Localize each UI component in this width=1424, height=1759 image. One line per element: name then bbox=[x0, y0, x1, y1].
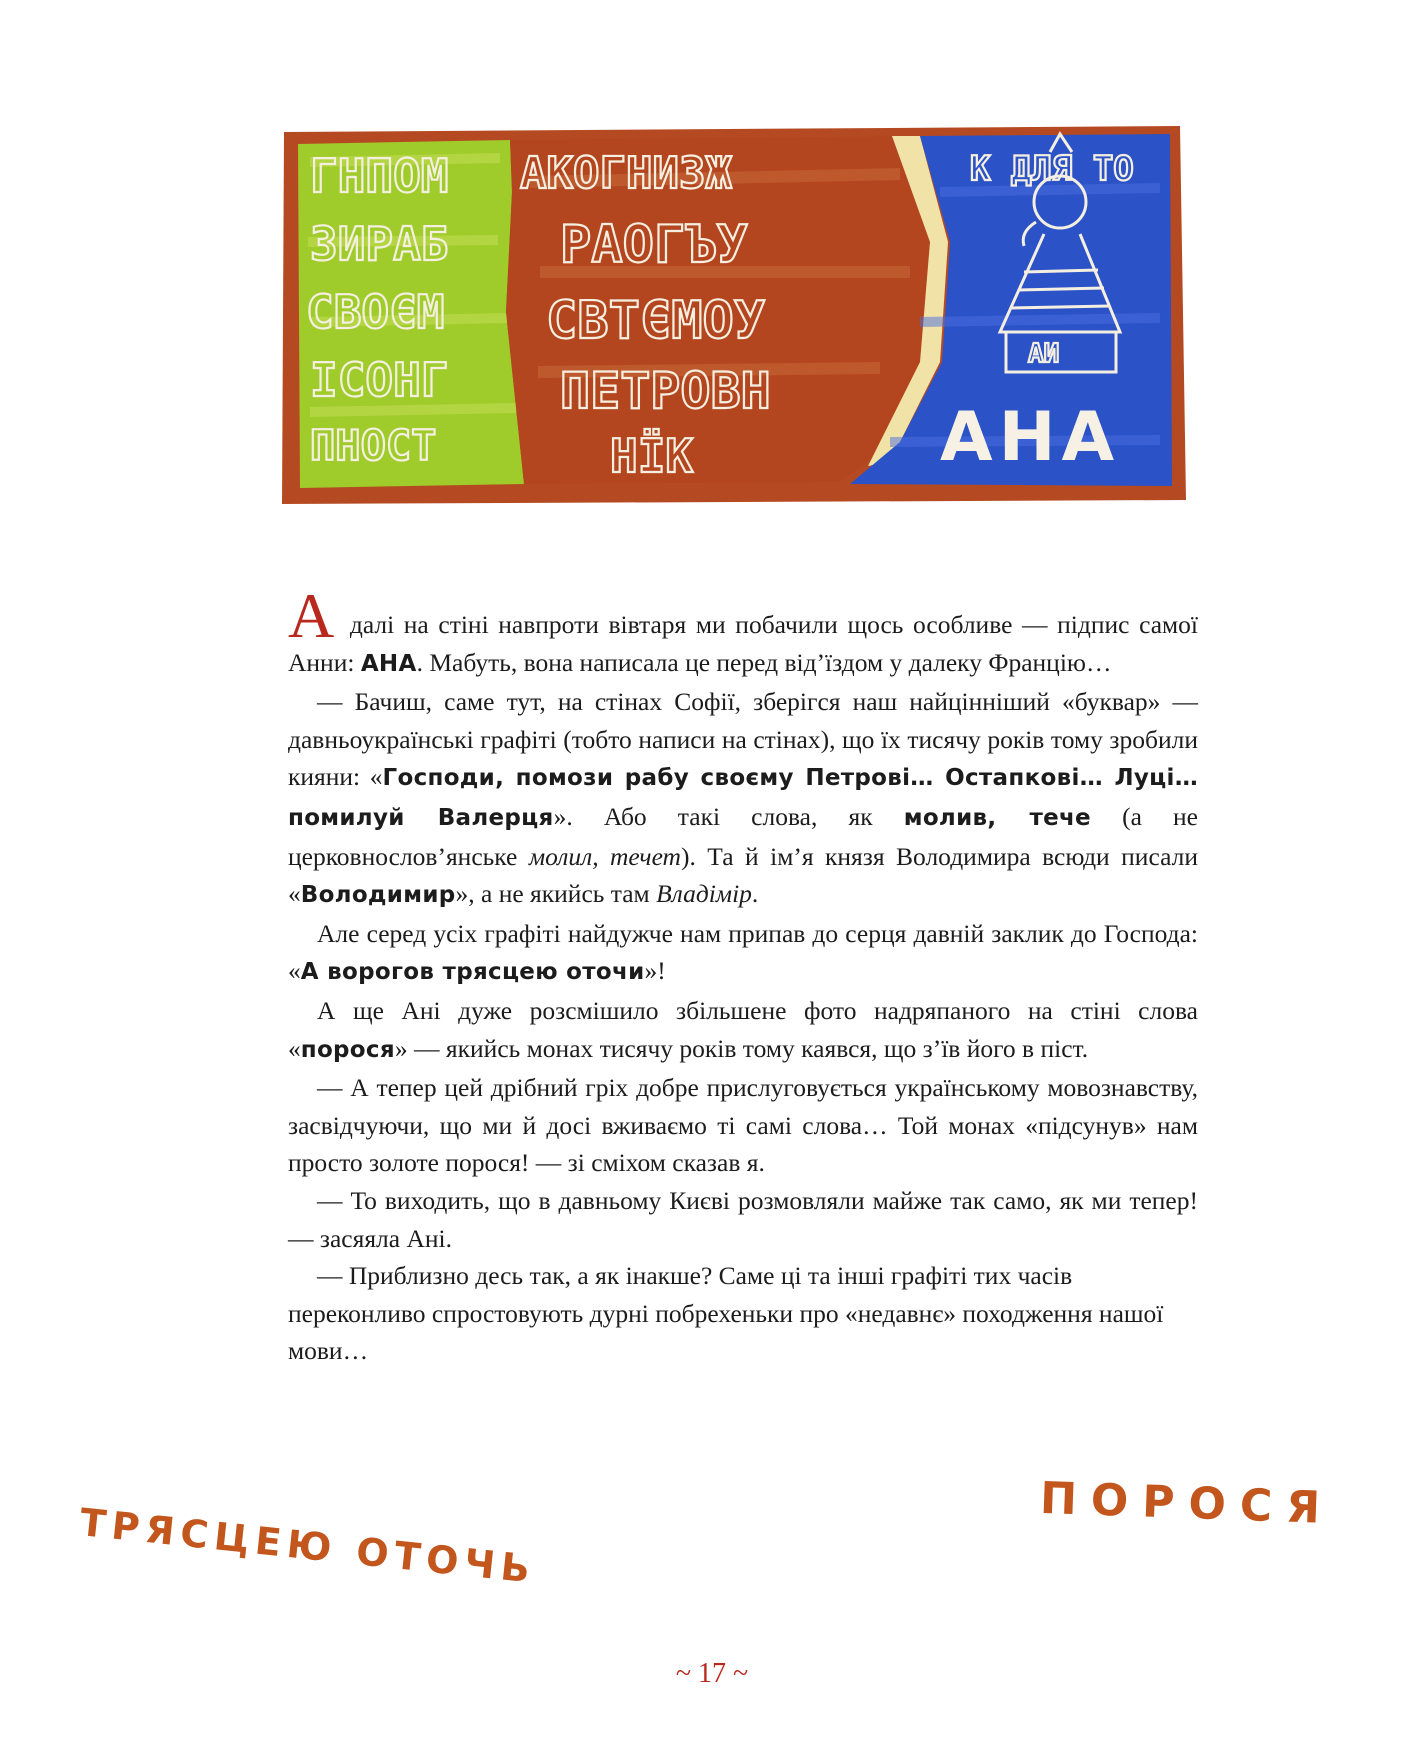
page-number: ~ 17 ~ bbox=[675, 1658, 749, 1689]
left-line-3: СВОЄМ bbox=[306, 285, 445, 339]
text-run: ). Та й ім’я князя Володимира всюди писали « bbox=[288, 841, 1198, 909]
figure-label: АИ bbox=[1028, 339, 1060, 369]
old-script-phrase: А ворогов трясцею оточи bbox=[300, 959, 645, 986]
text-run: — Бачиш, саме тут, на стінах Софії, зберігся наш найцінніший «буквар» — давньоукраїнські графіті (тобто написи на стінах), що їх тисячу років тому зробили кияни: « bbox=[288, 687, 1198, 792]
inscription-tryascseyu: ТРЯСЦЕЮ ОТОЧЬ bbox=[77, 1500, 538, 1592]
left-panel-inscription bbox=[306, 149, 448, 470]
paragraph-6: — То виходить, що в давньому Києві розмовляли майже так само, як ми тепер! — засяяла Ані. bbox=[288, 1185, 1198, 1253]
old-script-phrase: Господи, помози рабу своєму Петрові… Остапкові… Луці… помилуй Валерця bbox=[288, 765, 1198, 831]
old-script-word: АНА bbox=[360, 650, 417, 677]
old-script-phrase: молив, тече bbox=[903, 804, 1091, 831]
text-run: (а не церковнослов’янське bbox=[288, 801, 1198, 871]
paragraph-4 bbox=[288, 992, 1198, 1069]
middle-line-5: НЇК bbox=[610, 429, 694, 483]
paragraph-5: — А тепер цей дрібний гріх добре прислуговується українському мовознавству, засвідчуючи, що ми й досі вживаємо ті самі слова… Той монах «підсунув» нам просто золоте порося! — зі сміхом сказав я. bbox=[288, 1073, 1198, 1178]
text-run: ». Або такі слова, як bbox=[553, 801, 904, 831]
italic-phrase: молил, течет bbox=[528, 841, 681, 871]
graffiti-painting bbox=[280, 122, 1190, 507]
text-run: . bbox=[751, 879, 759, 909]
inscription-porosya: ПОРОСЯ bbox=[1039, 1472, 1335, 1535]
old-script-word: порося bbox=[300, 1036, 395, 1063]
text-run: »! bbox=[644, 956, 666, 986]
paragraph-2 bbox=[288, 683, 1198, 915]
story-text bbox=[288, 580, 1198, 1370]
text-run: далі на стіні навпроти вівтаря ми побачили щось особливе — підпис самої Анни: bbox=[288, 610, 1198, 677]
text-run: » — якийсь монах тисячу років тому каявся, що з’їв його в піст. bbox=[394, 1033, 1089, 1063]
text-run: Але серед усіх графіті найдужче нам припав до серця давній заклик до Господа: « bbox=[288, 918, 1198, 986]
graffiti-illustration bbox=[280, 122, 1190, 507]
right-top-letters: К ДЛЯ ТО bbox=[970, 149, 1134, 189]
italic-word: Владімір bbox=[656, 879, 752, 909]
left-line-2: ЗИРАБ bbox=[310, 217, 449, 271]
left-line-4: ІСОНГ bbox=[310, 353, 449, 407]
left-line-1: ГНПОМ bbox=[310, 149, 449, 203]
text-run: А ще Ані дуже розсмішило збільшене фото надряпаного на стіні слова « bbox=[288, 995, 1198, 1063]
text-run: », а не якийсь там bbox=[455, 879, 657, 909]
middle-line-2: РАОГЪУ bbox=[560, 215, 748, 275]
paragraph-3 bbox=[288, 915, 1198, 992]
signature-ana: АНА bbox=[940, 398, 1121, 477]
middle-line-4: ПЕТРОВН bbox=[560, 362, 771, 420]
old-script-word: Володимир bbox=[300, 882, 456, 909]
left-line-5: ПНОСТ bbox=[310, 421, 437, 470]
middle-line-3: СВТЄМОУ bbox=[546, 291, 766, 351]
drop-cap: А bbox=[288, 580, 335, 651]
middle-line-1: АКОГНИЗЖ bbox=[520, 148, 732, 199]
text-run: . Мабуть, вона написала це перед від’їздом у далеку Францію… bbox=[416, 647, 1112, 677]
paragraph-7: — Приблизно десь так, а як інакше? Саме ці та інші графіті тих часів переконливо спростовують дурні побрехеньки про «недавнє» походження нашої мови… bbox=[288, 1261, 1164, 1366]
paragraph-1 bbox=[288, 580, 1198, 683]
